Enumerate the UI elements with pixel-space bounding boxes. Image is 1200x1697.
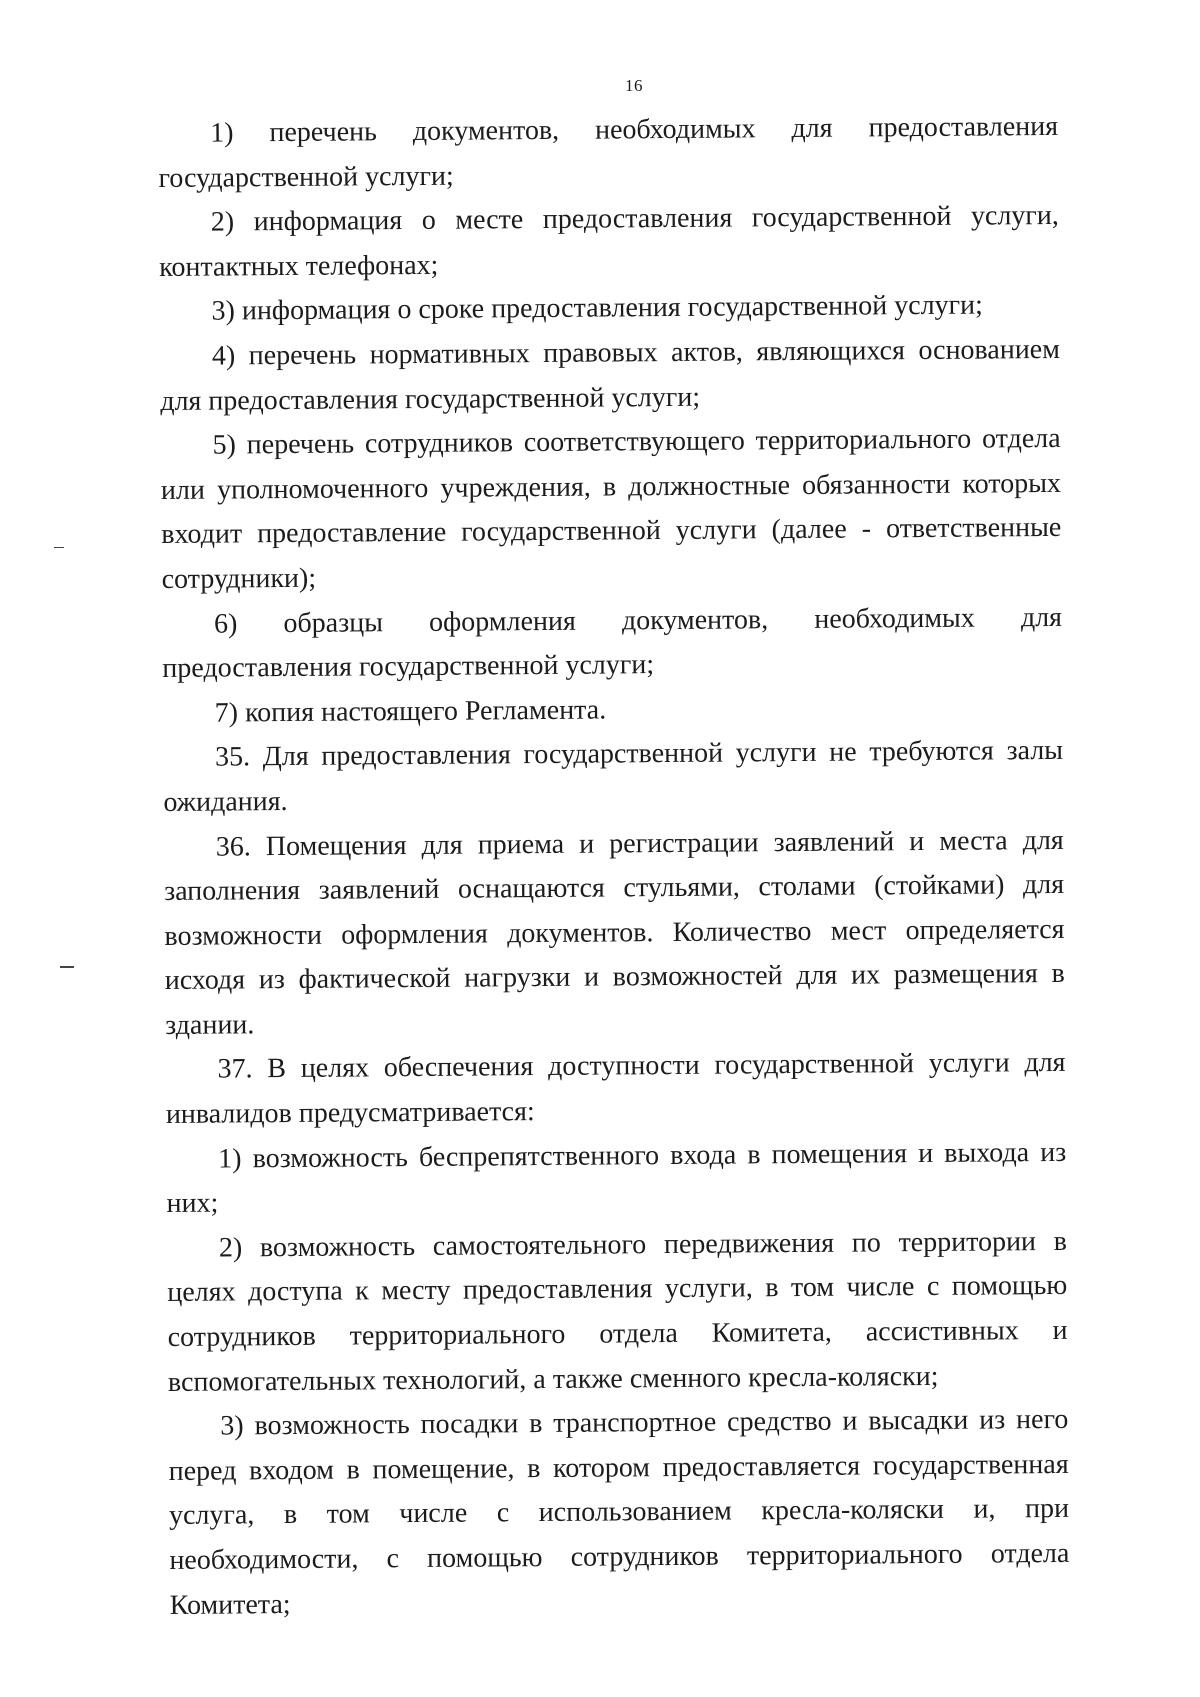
paragraph-37: 37. В целях обеспечения доступности государственной услуги для инвалидов предусматривается:	[165, 1047, 1066, 1131]
item-1-continuation: государственной услуги;	[158, 160, 454, 194]
paragraph-36: 36. Помещения для приема и регистрации заявлений и места для заполнения заявлений оснащаются стульями, столами (стойками) для возможности оформления документов. Количество мест определяется исходя из фактической нагрузки и возможностей для их размещения в здании.	[164, 824, 1065, 1041]
item-6-word: образцы	[283, 606, 384, 639]
item-6-word: оформления	[428, 605, 576, 638]
list-item-7: 7) копия настоящего Регламента.	[214, 694, 607, 729]
paragraph-37-item-2: 2) возможность самостоятельного передвижения по территории в целях доступа к месту предоставления услуги, в том числе с помощью сотрудников территориального отдела Комитета, ассистивных и вспомогательных технологий, а также сменного кресла-коляски;	[167, 1225, 1068, 1398]
item-6-word: необходимых	[814, 602, 975, 635]
item-1-word: перечень	[269, 116, 377, 149]
page-number: 16	[625, 76, 643, 95]
item-1-word: для	[791, 112, 833, 145]
item-6-word: документов,	[621, 603, 769, 636]
item-6-word: для	[1020, 601, 1063, 633]
item-6-first-line	[162, 595, 1062, 647]
paragraph-37-item-1: 1) возможность беспрепятственного входа в помещения и выхода из них;	[166, 1136, 1067, 1220]
list-item-2: 2) информация о месте предоставления государственной услуги, контактных телефонах;	[159, 200, 1059, 283]
item-1-word: 1)	[210, 117, 234, 149]
margin-mark-lower	[60, 966, 74, 968]
paragraph-35: 35. Для предоставления государственной услуги не требуются залы ожидания.	[163, 735, 1064, 818]
margin-mark-upper	[54, 547, 64, 548]
item-6-word: 6)	[213, 607, 238, 640]
item-1-first-line	[158, 105, 1058, 157]
item-1-word: документов,	[412, 114, 560, 147]
document-body	[158, 105, 1070, 1628]
item-1-word: необходимых	[594, 113, 756, 146]
item-6-continuation: предоставления государственной услуги;	[162, 649, 655, 685]
list-item-3: 3) информация о сроке предоставления государственной услуги;	[211, 289, 983, 327]
list-item-4: 4) перечень нормативных правовых актов, являющихся основанием для предоставления государственной услуги;	[160, 333, 1061, 417]
list-item-5: 5) перечень сотрудников соответствующего территориального отдела или уполномоченного учреждения, в должностные обязанности которых входит предоставление государственной услуги (далее - ответственные сотрудники);	[160, 423, 1062, 595]
item-1-word: предоставления	[868, 110, 1059, 144]
paragraph-37-item-3: 3) возможность посадки в транспортное средство и высадки из него перед входом в помещение, в котором предоставляется государственная услуга, в том числе с использованием кресла-коляски и, при необходимости, с помощью сотрудников территориального отдела Комитета;	[168, 1404, 1070, 1621]
